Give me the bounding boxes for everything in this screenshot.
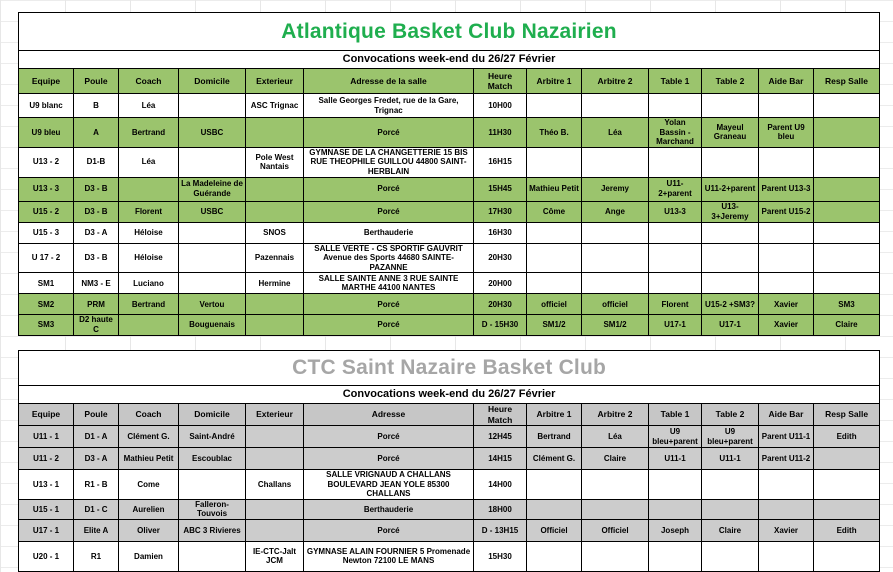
cell[interactable]: Parent U11-1 xyxy=(759,426,814,448)
cell[interactable]: Salle Georges Fredet, rue de la Gare, Trignac xyxy=(304,94,474,118)
cell[interactable] xyxy=(582,147,649,177)
cell[interactable]: Parent U11-2 xyxy=(759,448,814,470)
cell[interactable]: 20H30 xyxy=(474,243,527,273)
cell[interactable]: SALLE VRIGNAUD A CHALLANS BOULEVARD JEAN YOLE 85300 CHALLANS xyxy=(304,470,474,500)
column-header[interactable]: Resp Salle xyxy=(814,69,880,94)
cell[interactable]: Officiel xyxy=(582,519,649,541)
cell[interactable] xyxy=(649,470,702,500)
cell[interactable] xyxy=(527,470,582,500)
column-header[interactable]: Adresse xyxy=(304,404,474,426)
table-title[interactable]: Atlantique Basket Club Nazairien xyxy=(19,13,880,51)
cell[interactable] xyxy=(582,470,649,500)
cell[interactable] xyxy=(246,519,304,541)
cell[interactable]: U15 - 3 xyxy=(19,222,74,243)
cell[interactable]: U15-2 +SM3? xyxy=(702,294,759,315)
cell[interactable]: Come xyxy=(119,470,179,500)
cell[interactable]: Mathieu Petit xyxy=(119,448,179,470)
cell[interactable]: U13-3 xyxy=(649,201,702,222)
cell[interactable]: U13 - 3 xyxy=(19,177,74,201)
table-row xyxy=(19,118,880,148)
cell[interactable]: 14H00 xyxy=(474,470,527,500)
convocations-table-ctc xyxy=(18,350,880,572)
column-header[interactable]: Table 1 xyxy=(649,404,702,426)
cell[interactable]: Florent xyxy=(649,294,702,315)
cell[interactable]: Pole West Nantais xyxy=(246,147,304,177)
cell[interactable] xyxy=(246,499,304,519)
cell[interactable] xyxy=(759,222,814,243)
cell[interactable]: U20 - 1 xyxy=(19,541,74,571)
cell[interactable] xyxy=(527,147,582,177)
cell[interactable] xyxy=(582,273,649,294)
cell[interactable]: Hermine xyxy=(246,273,304,294)
cell[interactable] xyxy=(814,499,880,519)
cell[interactable]: Bertrand xyxy=(119,118,179,148)
cell[interactable] xyxy=(179,470,246,500)
cell[interactable]: SM1/2 xyxy=(527,315,582,335)
cell[interactable] xyxy=(246,201,304,222)
cell[interactable]: D3 - A xyxy=(74,448,119,470)
cell[interactable]: U11-2+parent xyxy=(649,177,702,201)
cell[interactable]: D - 15H30 xyxy=(474,315,527,335)
cell[interactable] xyxy=(759,499,814,519)
cell[interactable]: Clément G. xyxy=(527,448,582,470)
cell[interactable]: U15 - 1 xyxy=(19,499,74,519)
table-title[interactable]: CTC Saint Nazaire Basket Club xyxy=(19,351,880,386)
cell[interactable]: U9 bleu+parent xyxy=(702,426,759,448)
cell[interactable] xyxy=(246,448,304,470)
cell[interactable]: NM3 - E xyxy=(74,273,119,294)
cell[interactable]: 16H15 xyxy=(474,147,527,177)
cell[interactable] xyxy=(649,222,702,243)
cell[interactable]: Léa xyxy=(582,118,649,148)
cell[interactable]: 18H00 xyxy=(474,499,527,519)
cell[interactable]: 11H30 xyxy=(474,118,527,148)
cell[interactable]: Challans xyxy=(246,470,304,500)
column-header[interactable]: Coach xyxy=(119,69,179,94)
cell[interactable]: Edith xyxy=(814,519,880,541)
table-row xyxy=(19,470,880,500)
cell[interactable]: Porcé xyxy=(304,201,474,222)
column-header[interactable]: Heure Match xyxy=(474,69,527,94)
table-row xyxy=(19,147,880,177)
table-row xyxy=(19,222,880,243)
column-header[interactable]: Arbitre 1 xyxy=(527,69,582,94)
column-header[interactable]: Coach xyxy=(119,404,179,426)
cell[interactable]: D1-B xyxy=(74,147,119,177)
cell[interactable] xyxy=(702,222,759,243)
cell[interactable]: Léa xyxy=(119,94,179,118)
cell[interactable]: D3 - B xyxy=(74,177,119,201)
cell[interactable]: R1 - B xyxy=(74,470,119,500)
table-row xyxy=(19,94,880,118)
table-row xyxy=(19,315,880,335)
cell[interactable] xyxy=(527,243,582,273)
column-header[interactable]: Exterieur xyxy=(246,69,304,94)
convocations-table-abcn xyxy=(18,12,880,336)
cell[interactable]: Xavier xyxy=(759,519,814,541)
cell[interactable]: U11-1 xyxy=(649,448,702,470)
cell[interactable]: 14H15 xyxy=(474,448,527,470)
cell[interactable]: D3 - B xyxy=(74,243,119,273)
cell[interactable]: D2 haute C xyxy=(74,315,119,335)
cell[interactable] xyxy=(582,94,649,118)
cell[interactable] xyxy=(759,273,814,294)
column-header[interactable]: Table 2 xyxy=(702,69,759,94)
club-table-abcn xyxy=(18,12,879,336)
table-subtitle[interactable]: Convocations week-end du 26/27 Février xyxy=(19,51,880,69)
cell[interactable] xyxy=(814,177,880,201)
cell[interactable]: Oliver xyxy=(119,519,179,541)
cell[interactable]: Yolan Bassin - Marchand xyxy=(649,118,702,148)
cell[interactable] xyxy=(527,222,582,243)
cell[interactable]: ASC Trignac xyxy=(246,94,304,118)
cell[interactable]: Bouguenais xyxy=(179,315,246,335)
cell[interactable] xyxy=(179,273,246,294)
cell[interactable]: SM1 xyxy=(19,273,74,294)
cell[interactable] xyxy=(759,243,814,273)
cell[interactable] xyxy=(814,222,880,243)
cell[interactable] xyxy=(246,315,304,335)
cell[interactable]: Pazennais xyxy=(246,243,304,273)
cell[interactable]: Bertrand xyxy=(119,294,179,315)
cell[interactable] xyxy=(814,273,880,294)
club-table-ctc xyxy=(18,350,879,572)
cell[interactable]: Porcé xyxy=(304,294,474,315)
cell[interactable]: B xyxy=(74,94,119,118)
column-header[interactable]: Adresse de la salle xyxy=(304,69,474,94)
column-header[interactable]: Equipe xyxy=(19,69,74,94)
cell[interactable]: U13 - 1 xyxy=(19,470,74,500)
cell[interactable]: U 17 - 2 xyxy=(19,243,74,273)
cell[interactable]: SALLE SAINTE ANNE 3 RUE SAINTE MARTHE 44100 NANTES xyxy=(304,273,474,294)
cell[interactable] xyxy=(814,94,880,118)
cell[interactable]: Escoublac xyxy=(179,448,246,470)
cell[interactable]: 12H45 xyxy=(474,426,527,448)
cell[interactable]: ABC 3 Rivieres xyxy=(179,519,246,541)
cell[interactable]: USBC xyxy=(179,118,246,148)
cell[interactable]: SM3 xyxy=(814,294,880,315)
table-header-row xyxy=(19,404,880,426)
column-header[interactable]: Arbitre 2 xyxy=(582,69,649,94)
cell[interactable] xyxy=(246,294,304,315)
cell[interactable] xyxy=(649,273,702,294)
cell[interactable]: Clément G. xyxy=(119,426,179,448)
table-row xyxy=(19,177,880,201)
column-header[interactable]: Domicile xyxy=(179,69,246,94)
cell[interactable] xyxy=(702,470,759,500)
cell[interactable] xyxy=(246,177,304,201)
cell[interactable]: Luciano xyxy=(119,273,179,294)
cell[interactable]: Claire xyxy=(814,315,880,335)
column-header[interactable]: Table 1 xyxy=(649,69,702,94)
table-row xyxy=(19,294,880,315)
cell[interactable] xyxy=(179,541,246,571)
cell[interactable]: Ange xyxy=(582,201,649,222)
cell[interactable]: 15H45 xyxy=(474,177,527,201)
cell[interactable]: Berthauderie xyxy=(304,499,474,519)
column-header[interactable]: Table 2 xyxy=(702,404,759,426)
cell[interactable]: D1 - A xyxy=(74,426,119,448)
cell[interactable] xyxy=(582,222,649,243)
cell[interactable]: U11 - 1 xyxy=(19,426,74,448)
table-title-row xyxy=(19,13,880,51)
cell[interactable]: SALLE VERTE - CS SPORTIF GAUVRIT Avenue des Sports 44680 SAINTE-PAZANNE xyxy=(304,243,474,273)
table-subtitle-row xyxy=(19,386,880,404)
cell[interactable]: officiel xyxy=(582,294,649,315)
cell[interactable]: Elite A xyxy=(74,519,119,541)
cell[interactable]: Parent U13-3 xyxy=(759,177,814,201)
cell[interactable] xyxy=(649,243,702,273)
cell[interactable]: Claire xyxy=(582,448,649,470)
cell[interactable]: U15 - 2 xyxy=(19,201,74,222)
cell[interactable]: Damien xyxy=(119,541,179,571)
cell[interactable]: IE-CTC-Jalt JCM xyxy=(246,541,304,571)
cell[interactable]: A xyxy=(74,118,119,148)
cell[interactable]: U11-1 xyxy=(702,448,759,470)
cell[interactable]: D3 - B xyxy=(74,201,119,222)
cell[interactable]: Léa xyxy=(119,147,179,177)
cell[interactable] xyxy=(814,147,880,177)
cell[interactable] xyxy=(649,499,702,519)
cell[interactable] xyxy=(246,118,304,148)
cell[interactable] xyxy=(179,243,246,273)
cell[interactable]: D - 13H15 xyxy=(474,519,527,541)
column-header[interactable]: Resp Salle xyxy=(814,404,880,426)
cell[interactable]: Porcé xyxy=(304,315,474,335)
cell[interactable] xyxy=(702,541,759,571)
column-header[interactable]: Poule xyxy=(74,69,119,94)
cell[interactable]: Vertou xyxy=(179,294,246,315)
cell[interactable]: Claire xyxy=(702,519,759,541)
cell[interactable]: Héloise xyxy=(119,243,179,273)
cell[interactable]: Mayeul Graneau xyxy=(702,118,759,148)
cell[interactable]: 17H30 xyxy=(474,201,527,222)
cell[interactable]: La Madeleine de Guérande xyxy=(179,177,246,201)
table-title-row xyxy=(19,351,880,386)
table-subtitle-row xyxy=(19,51,880,69)
cell[interactable] xyxy=(246,426,304,448)
cell[interactable]: PRM xyxy=(74,294,119,315)
column-header[interactable]: Equipe xyxy=(19,404,74,426)
cell[interactable]: Théo B. xyxy=(527,118,582,148)
cell[interactable]: SM3 xyxy=(19,315,74,335)
cell[interactable]: SNOS xyxy=(246,222,304,243)
cell[interactable]: U17 - 1 xyxy=(19,519,74,541)
cell[interactable]: Léa xyxy=(582,426,649,448)
cell[interactable] xyxy=(759,147,814,177)
cell[interactable]: Héloise xyxy=(119,222,179,243)
cell[interactable]: 10H00 xyxy=(474,94,527,118)
cell[interactable]: Bertrand xyxy=(527,426,582,448)
cell[interactable] xyxy=(759,470,814,500)
cell[interactable]: U9 blanc xyxy=(19,94,74,118)
cell[interactable] xyxy=(702,94,759,118)
table-subtitle[interactable]: Convocations week-end du 26/27 Février xyxy=(19,386,880,404)
column-header[interactable]: Aide Bar xyxy=(759,69,814,94)
cell[interactable]: GYMNASE DE LA CHANGETTERIE 15 BIS RUE THEOPHILE GUILLOU 44800 SAINT-HERBLAIN xyxy=(304,147,474,177)
cell[interactable]: Officiel xyxy=(527,519,582,541)
cell[interactable] xyxy=(582,243,649,273)
cell[interactable]: SM2 xyxy=(19,294,74,315)
cell[interactable]: U13-3+Jeremy xyxy=(702,201,759,222)
table-row xyxy=(19,426,880,448)
cell[interactable] xyxy=(702,243,759,273)
cell[interactable]: Côme xyxy=(527,201,582,222)
cell[interactable] xyxy=(759,541,814,571)
cell[interactable]: Berthauderie xyxy=(304,222,474,243)
table-row xyxy=(19,201,880,222)
cell[interactable]: Florent xyxy=(119,201,179,222)
column-header[interactable]: Arbitre 1 xyxy=(527,404,582,426)
cell[interactable]: 15H30 xyxy=(474,541,527,571)
cell[interactable]: 20H30 xyxy=(474,294,527,315)
cell[interactable]: Porcé xyxy=(304,426,474,448)
column-header[interactable]: Heure Match xyxy=(474,404,527,426)
cell[interactable]: Aurelien xyxy=(119,499,179,519)
table-row xyxy=(19,499,880,519)
cell[interactable] xyxy=(814,448,880,470)
table-row xyxy=(19,243,880,273)
cell[interactable] xyxy=(179,94,246,118)
cell[interactable]: USBC xyxy=(179,201,246,222)
column-header[interactable]: Exterieur xyxy=(246,404,304,426)
cell[interactable] xyxy=(527,541,582,571)
cell[interactable] xyxy=(814,201,880,222)
table-header-row xyxy=(19,69,880,94)
cell[interactable]: Xavier xyxy=(759,294,814,315)
table-row xyxy=(19,273,880,294)
cell[interactable]: D1 - C xyxy=(74,499,119,519)
table-row xyxy=(19,448,880,470)
cell[interactable]: Xavier xyxy=(759,315,814,335)
cell[interactable]: U9 bleu xyxy=(19,118,74,148)
cell[interactable] xyxy=(649,541,702,571)
cell[interactable]: Joseph xyxy=(649,519,702,541)
cell[interactable]: U9 bleu+parent xyxy=(649,426,702,448)
cell[interactable]: Porcé xyxy=(304,177,474,201)
cell[interactable]: R1 xyxy=(74,541,119,571)
column-header[interactable]: Arbitre 2 xyxy=(582,404,649,426)
cell[interactable]: Porcé xyxy=(304,448,474,470)
cell[interactable]: U11 - 2 xyxy=(19,448,74,470)
cell[interactable] xyxy=(702,499,759,519)
cell[interactable] xyxy=(814,541,880,571)
cell[interactable] xyxy=(582,499,649,519)
cell[interactable]: Falleron-Touvois xyxy=(179,499,246,519)
cell[interactable]: U13 - 2 xyxy=(19,147,74,177)
cell[interactable] xyxy=(527,273,582,294)
cell[interactable] xyxy=(649,94,702,118)
column-header[interactable]: Domicile xyxy=(179,404,246,426)
cell[interactable] xyxy=(814,243,880,273)
table-row xyxy=(19,541,880,571)
cell[interactable] xyxy=(702,147,759,177)
cell[interactable]: SM1/2 xyxy=(582,315,649,335)
column-header[interactable]: Poule xyxy=(74,404,119,426)
cell[interactable]: Saint-André xyxy=(179,426,246,448)
cell[interactable]: Mathieu Petit xyxy=(527,177,582,201)
cell[interactable]: D3 - A xyxy=(74,222,119,243)
cell[interactable]: Parent U15-2 xyxy=(759,201,814,222)
column-header[interactable]: Aide Bar xyxy=(759,404,814,426)
cell[interactable] xyxy=(179,147,246,177)
cell[interactable]: Jeremy xyxy=(582,177,649,201)
cell[interactable]: Parent U9 bleu xyxy=(759,118,814,148)
cell[interactable] xyxy=(119,315,179,335)
cell[interactable]: officiel xyxy=(527,294,582,315)
cell[interactable] xyxy=(119,177,179,201)
cell[interactable] xyxy=(814,118,880,148)
cell[interactable]: U17-1 xyxy=(649,315,702,335)
cell[interactable]: 16H30 xyxy=(474,222,527,243)
cell[interactable] xyxy=(649,147,702,177)
cell[interactable]: 20H00 xyxy=(474,273,527,294)
cell[interactable] xyxy=(582,541,649,571)
cell[interactable] xyxy=(179,222,246,243)
cell[interactable] xyxy=(702,273,759,294)
cell[interactable]: Porcé xyxy=(304,118,474,148)
cell[interactable]: Edith xyxy=(814,426,880,448)
table-row xyxy=(19,519,880,541)
cell[interactable] xyxy=(814,470,880,500)
cell[interactable]: U11-2+parent xyxy=(702,177,759,201)
cell[interactable] xyxy=(759,94,814,118)
cell[interactable] xyxy=(527,499,582,519)
cell[interactable]: GYMNASE ALAIN FOURNIER 5 Promenade Newton 72100 LE MANS xyxy=(304,541,474,571)
cell[interactable] xyxy=(527,94,582,118)
cell[interactable]: Porcé xyxy=(304,519,474,541)
cell[interactable]: U17-1 xyxy=(702,315,759,335)
